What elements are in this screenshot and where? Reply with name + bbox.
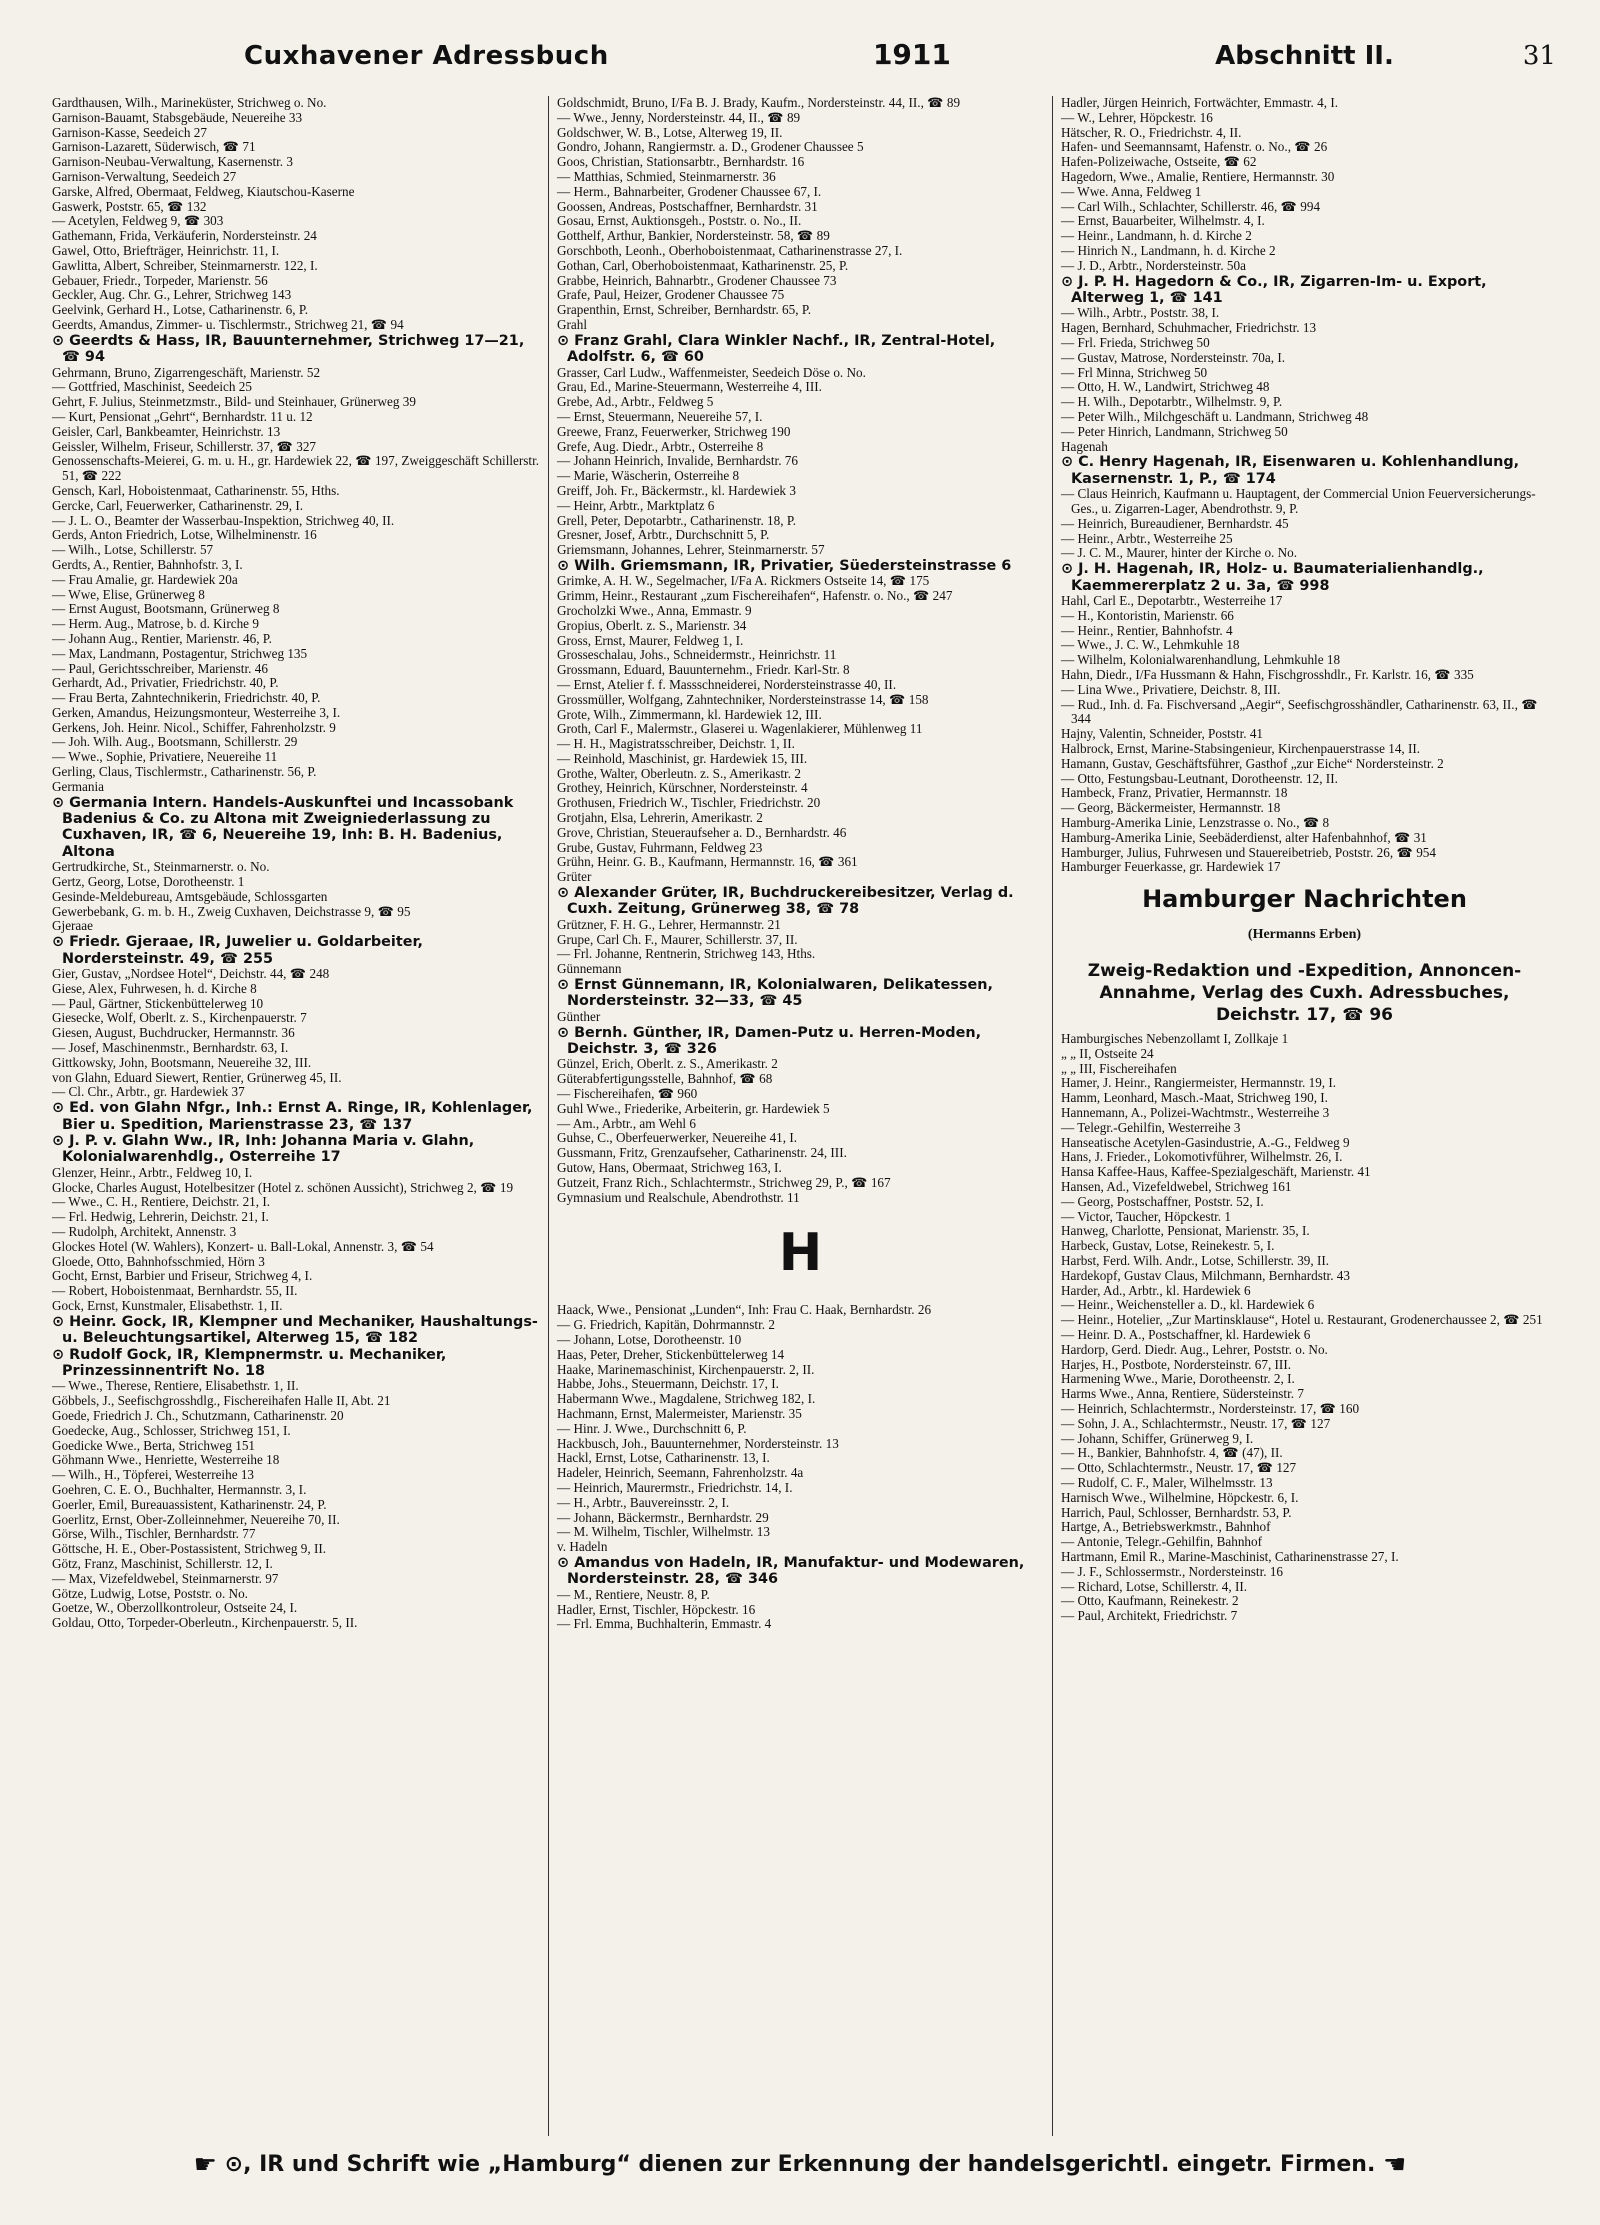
directory-entry: Halbrock, Ernst, Marine-Stabsingenieur, Kirchenpauerstrasse 14, II. [1061,740,1421,756]
directory-entry: — Rudolph, Architekt, Annenstr. 3 [52,1224,237,1240]
directory-entry: Gerds, Anton Friedrich, Lotse, Wilhelminenstr. 16 [52,527,317,543]
directory-entry: Habermann Wwe., Magdalene, Strichweg 182, I. [557,1391,816,1407]
directory-entry: Giese, Alex, Fuhrwesen, h. d. Kirche 8 [52,980,257,996]
directory-entry: — Wwe., Sophie, Privatiere, Neuereihe 11 [52,749,278,765]
registered-firm-entry: ⊙ Alexander Grüter, IR, Buchdruckereibesitzer, Verlag d. Cuxh. Zeitung, Grünerweg 38, ☎ 78 [557,885,1014,918]
directory-entry: Glockes Hotel (W. Wahlers), Konzert- u. Ball-Lokal, Annenstr. 3, ☎ 54 [52,1238,434,1254]
directory-entry: (Hermanns Erben) [1247,927,1362,943]
directory-entry: Goerler, Emil, Bureauassistent, Katharinenstr. 24, P. [52,1496,327,1512]
column-2 [548,96,1052,2136]
directory-entry: — Georg, Postschaffner, Poststr. 52, I. [1061,1193,1264,1209]
directory-entry: — Heinrich, Maurermstr., Friedrichstr. 14, I. [557,1480,793,1496]
directory-entry: Hannemann, A., Polizei-Wachtmstr., Westerreihe 3 [1061,1105,1330,1121]
directory-entry: Grothey, Heinrich, Kürschner, Nordersteinstr. 4 [557,780,808,796]
directory-entry: Zweig-Redaktion und -Expedition, Annoncen-Annahme, Verlag des Cuxh. Adressbuches, Deichstr. 17, ☎ 96 [1087,961,1522,1026]
directory-entry: Giesecke, Wolf, Oberlt. z. S., Kirchenpauerstr. 7 [52,1010,307,1026]
directory-entry: Grossmann, Eduard, Bauunternehm., Friedr. Karl-Str. 8 [557,662,850,678]
directory-entry: — Johann, Schiffer, Grünerweg 9, I. [1061,1430,1254,1446]
directory-entry: — Peter Wilh., Milchgeschäft u. Landmann, Strichweg 48 [1061,408,1369,424]
directory-entry: — Ernst August, Bootsmann, Grünerweg 8 [52,601,280,617]
directory-entry: — Victor, Taucher, Höpckestr. 1 [1061,1208,1231,1224]
book-title: Cuxhavener Adressbuch [244,41,609,71]
directory-entry: — Heinr., Arbtr., Westerreihe 25 [1061,530,1233,546]
directory-entry: Hartmann, Emil R., Marine-Maschinist, Catharinenstrasse 27, I. [1061,1548,1399,1564]
directory-entry: — Wwe. Anna, Feldweg 1 [1061,183,1202,199]
directory-entry: — Johann, Bäckermstr., Bernhardstr. 29 [557,1509,769,1525]
directory-entry: — Antonie, Telegr.-Gehilfin, Bahnhof [1061,1534,1263,1550]
directory-entry: Hamburger Feuerkasse, gr. Hardewiek 17 [1061,859,1281,875]
registered-firm-entry: ⊙ C. Henry Hagenah, IR, Eisenwaren u. Kohlenhandlung, Kasernenstr. 1, P., ☎ 174 [1061,454,1520,487]
directory-entry: — Wilhelm, Kolonialwarenhandlung, Lehmkuhle 18 [1061,652,1341,668]
directory-entry: — Hinr. J. Wwe., Durchschnitt 6, P. [557,1420,747,1436]
directory-entry: Grützner, F. H. G., Lehrer, Hermannstr. 21 [557,916,781,932]
directory-entry: — Heinr., Weichensteller a. D., kl. Hardewiek 6 [1061,1297,1315,1313]
registered-firm-entry: ⊙ Franz Grahl, Clara Winkler Nachf., IR, Zentral-Hotel, Adolfstr. 6, ☎ 60 [557,332,996,366]
directory-entry: Hafen-Polizeiwache, Ostseite, ☎ 62 [1061,154,1257,170]
footer-text: ⊙, IR und Schrift wie „Hamburg“ dienen zur Erkennung der handelsgerichtl. eingetr. Firmen. [224,2152,1376,2177]
directory-entry: Garnison-Verwaltung, Seedeich 27 [52,168,237,184]
directory-entry: — Fischereihafen, ☎ 960 [557,1086,698,1102]
directory-entry: — Otto, Kaufmann, Reinekestr. 2 [1061,1593,1239,1609]
directory-entry: Gehrmann, Bruno, Zigarrengeschäft, Marienstr. 52 [52,364,321,380]
directory-entry: Hahn, Diedr., I/Fa Hussmann & Hahn, Fischgrosshdlr., Fr. Karlstr. 16, ☎ 335 [1061,666,1474,682]
directory-entry: Gutzeit, Franz Rich., Schlachtermstr., Strichweg 29, P., ☎ 167 [557,1174,891,1190]
directory-entry: Germania [52,778,104,794]
directory-entry: Hamm, Leonhard, Masch.-Maat, Strichweg 190, I. [1061,1090,1328,1106]
directory-entry: Hansen, Ad., Vizefeldwebel, Strichweg 161 [1061,1179,1292,1195]
column-3 [1052,96,1556,2136]
directory-entry: Grefe, Aug. Diedr., Arbtr., Osterreihe 8 [557,438,764,454]
directory-entry: Harjes, H., Postbote, Nordersteinstr. 67, III. [1061,1356,1292,1372]
directory-entry: Hagenah [1061,438,1108,454]
directory-entry: Hachmann, Ernst, Malermeister, Marienstr. 35 [557,1406,802,1422]
directory-entry: — Wwe., C. H., Rentiere, Deichstr. 21, I. [52,1194,271,1210]
directory-entry: Guhse, C., Oberfeuerwerker, Neuereihe 41, I. [557,1130,798,1146]
directory-entry: — Heinr., Landmann, h. d. Kirche 2 [1061,228,1252,244]
directory-entry: Gerdts, A., Rentier, Bahnhofstr. 3, I. [52,556,243,572]
directory-entry: — Max, Vizefeldwebel, Steinmarnerstr. 97 [52,1570,279,1586]
directory-entry: — Wwe., Therese, Rentiere, Elisabethstr. 1, II. [52,1378,299,1394]
directory-entry: Grüter [557,869,592,885]
directory-entry: Gardthausen, Wilh., Marineküster, Strichweg o. No. [52,96,327,110]
directory-entry: Gresner, Josef, Arbtr., Durchschnitt 5, P. [557,527,770,543]
directory-entry: Hagen, Bernhard, Schuhmacher, Friedrichstr. 13 [1061,320,1317,336]
directory-entry: Gercke, Carl, Feuerwerker, Catharinenstr. 29, I. [52,497,304,513]
directory-entry: Greewe, Franz, Feuerwerker, Strichweg 190 [557,423,791,439]
directory-entry: Grote, Wilh., Zimmermann, kl. Hardewiek 12, III. [557,706,822,722]
directory-entry: v. Hadeln [557,1539,608,1555]
directory-entry: Hahl, Carl E., Depotarbtr., Westerreihe 17 [1061,592,1283,608]
directory-entry: Gerling, Claus, Tischlermstr., Catharinenstr. 56, P. [52,764,317,780]
directory-entry: — Georg, Bäckermeister, Hermannstr. 18 [1061,800,1281,816]
directory-entry: — Kurt, Pensionat „Gehrt“, Bernhardstr. 11 u. 12 [52,408,313,424]
directory-entry: Goossen, Andreas, Postschaffner, Bernhardstr. 31 [557,198,818,214]
directory-entry: Geisler, Carl, Bankbeamter, Heinrichstr. 13 [52,423,281,439]
directory-entry: Gross, Ernst, Maurer, Feldweg 1, I. [557,632,744,648]
directory-entry: — Johann Heinrich, Invalide, Bernhardstr. 76 [557,453,798,469]
directory-entry: — Richard, Lotse, Schillerstr. 4, II. [1061,1578,1248,1594]
directory-entry: Haake, Marinemaschinist, Kirchenpauerstr. 2, II. [557,1361,815,1377]
registered-firm-entry: ⊙ J. P. H. Hagedorn & Co., IR, Zigarren-Im- u. Export, Alterweg 1, ☎ 141 [1061,273,1487,306]
directory-entry: Hafen- und Seemannsamt, Hafenstr. o. No., ☎ 26 [1061,139,1328,155]
directory-entry: Goetze, W., Oberzollkontroleur, Ostseite 24, I. [52,1600,298,1616]
directory-entry: Haas, Peter, Dreher, Stickenbüttelerweg 14 [557,1346,785,1362]
directory-entry: — J. C. M., Maurer, hinter der Kirche o. No. [1061,545,1298,561]
directory-entry: — Peter Hinrich, Landmann, Strichweg 50 [1061,423,1288,439]
directory-entry: Grosseschalau, Johs., Schneidermstr., Heinrichstr. 11 [557,647,837,663]
directory-entry: — Lina Wwe., Privatiere, Deichstr. 8, III. [1061,681,1281,697]
directory-entry: Geerdts, Amandus, Zimmer- u. Tischlermstr., Strichweg 21, ☎ 94 [52,316,404,332]
directory-entry: Hanweg, Charlotte, Pensionat, Marienstr. 35, I. [1061,1223,1310,1239]
directory-entry: Hambeck, Franz, Privatier, Hermannstr. 18 [1061,785,1288,801]
directory-entry: — J. D., Arbtr., Nordersteinstr. 50a [1061,257,1246,273]
directory-entry: — Joh. Wilh. Aug., Bootsmann, Schillerstr. 29 [52,734,298,750]
directory-entry: Gloede, Otto, Bahnhofsschmied, Hörn 3 [52,1253,265,1269]
directory-entry: — Heinrich, Bureaudiener, Bernhardstr. 45 [1061,515,1289,531]
directory-entry: Günther [557,1008,601,1024]
directory-entry: Hadler, Ernst, Tischler, Höpckestr. 16 [557,1601,756,1617]
registered-firm-entry: ⊙ Heinr. Gock, IR, Klempner und Mechaniker, Haushaltungs- u. Beleuchtungsartikel, Alterweg 15, ☎ 182 [52,1313,538,1347]
directory-entry: „ „ III, Fischereihafen [1061,1060,1177,1076]
directory-entry: Gawlitta, Albert, Schreiber, Steinmarnerstr. 122, I. [52,257,318,273]
directory-entry: — Ernst, Atelier f. f. Massschneiderei, Nordersteinstrasse 40, II. [557,676,897,692]
directory-entry: — Sohn, J. A., Schlachtermstr., Neustr. 17, ☎ 127 [1061,1415,1331,1431]
directory-entry: — J. F., Schlossermstr., Nordersteinstr. 16 [1061,1563,1284,1579]
directory-entry: Gosau, Ernst, Auktionsgeh., Poststr. o. No., II. [557,213,802,229]
directory-entry: Gussmann, Fritz, Grenzaufseher, Catharinenstr. 24, III. [557,1145,847,1161]
directory-entry: Gocht, Ernst, Barbier und Friseur, Strichweg 4, I. [52,1268,313,1284]
directory-entry: Hackbusch, Joh., Bauunternehmer, Nordersteinstr. 13 [557,1435,839,1451]
directory-entry: — Claus Heinrich, Kaufmann u. Hauptagent, der Commercial Union Feuerversicherungs-Ges., u. Zigarren-Lager, Abendrothstr. 9, P. [1061,486,1536,516]
directory-entry: — M. Wilhelm, Tischler, Wilhelmstr. 13 [557,1524,770,1540]
directory-entry: — J. L. O., Beamter der Wasserbau-Inspektion, Strichweg 40, II. [52,512,395,528]
registered-firm-entry: ⊙ Germania Intern. Handels-Auskunftei und Incassobank Badenius & Co. zu Altona mit Zweigniederlassung zu Cuxhaven, IR, ☎ 6, Neuereihe 19, Inh: B. H. Badenius, Altona [52,794,514,860]
directory-entry: „ „ II, Ostseite 24 [1061,1045,1154,1061]
directory-entry: — Wwe., J. C. W., Lehmkuhle 18 [1061,637,1240,653]
directory-entry: — Wilh., Lotse, Schillerstr. 57 [52,542,214,558]
directory-entry: — Ernst, Steuermann, Neuereihe 57, I. [557,408,763,424]
directory-entry: Hardekopf, Gustav Claus, Milchmann, Bernhardstr. 43 [1061,1267,1350,1283]
directory-entry: Grapenthin, Ernst, Schreiber, Bernhardstr. 65, P. [557,302,812,318]
directory-entry: Geckler, Aug. Chr. G., Lehrer, Strichweg 143 [52,287,292,303]
directory-entry: Garnison-Neubau-Verwaltung, Kasernenstr. 3 [52,154,293,170]
directory-entry: — Frl. Hedwig, Lehrerin, Deichstr. 21, I. [52,1209,269,1225]
directory-entry: Harder, Ad., Arbtr., kl. Hardewiek 6 [1061,1282,1251,1298]
registered-firm-entry: ⊙ Amandus von Hadeln, IR, Manufaktur- und Modewaren, Nordersteinstr. 28, ☎ 346 [557,1555,1025,1588]
directory-entry: Gothan, Carl, Oberhoboistenmaat, Katharinenstr. 25, P. [557,257,849,273]
directory-entry: — H. Wilh., Depotarbtr., Wilhelmstr. 9, P. [1061,394,1283,410]
directory-entry: — Heinr, Arbtr., Marktplatz 6 [557,497,715,513]
directory-entry: Garnison-Lazarett, Süderwisch, ☎ 71 [52,139,256,155]
directory-entry: — Frl. Frieda, Strichweg 50 [1061,334,1210,350]
registered-firm-entry: ⊙ J. P. v. Glahn Ww., IR, Inh: Johanna Maria v. Glahn, Kolonialwarenhdlg., Osterreihe 17 [52,1133,475,1166]
directory-entry: Hamer, J. Heinr., Rangiermeister, Hermannstr. 19, I. [1061,1075,1337,1091]
directory-entry: Gebauer, Friedr., Torpeder, Marienstr. 56 [52,272,268,288]
directory-entry: Goerlitz, Ernst, Ober-Zolleinnehmer, Neuereihe 70, II. [52,1511,340,1527]
directory-entry: Gathemann, Frida, Verkäuferin, Nordersteinstr. 24 [52,228,317,244]
directory-entry: Gropius, Oberlt. z. S., Marienstr. 34 [557,617,747,633]
directory-entry: Grühn, Heinr. G. B., Kaufmann, Hermannstr. 16, ☎ 361 [557,854,858,870]
directory-entry: — Johann Aug., Rentier, Marienstr. 46, P. [52,630,272,646]
directory-entry: — Robert, Hoboistenmaat, Bernhardstr. 55, II. [52,1283,298,1299]
directory-entry: Goldschmidt, Bruno, I/Fa B. J. Brady, Kaufm., Nordersteinstr. 44, II., ☎ 89 [557,96,961,110]
directory-entry: — Marie, Wäscherin, Osterreihe 8 [557,468,740,484]
directory-entry: Hadler, Jürgen Heinrich, Fortwächter, Emmastr. 4, I. [1061,96,1339,110]
directory-entry: Göhmann Wwe., Henriette, Westerreihe 18 [52,1452,280,1468]
directory-entry: — H. H., Magistratsschreiber, Deichstr. 1, II. [557,736,795,752]
directory-entry: Hamburg-Amerika Linie, Lenzstrasse o. No., ☎ 8 [1061,814,1330,830]
directory-entry: Geissler, Wilhelm, Friseur, Schillerstr. 37, ☎ 327 [52,438,317,454]
directory-entry: Harmening Wwe., Marie, Dorotheenstr. 2, I. [1061,1371,1295,1387]
directory-entry: Harms Wwe., Anna, Rentiere, Südersteinstr. 7 [1061,1386,1304,1402]
directory-entry: Grell, Peter, Depotarbtr., Catharinenstr. 18, P. [557,512,796,528]
directory-entry: — Otto, Schlachtermstr., Neustr. 17, ☎ 127 [1061,1460,1297,1476]
directory-entry: — Frl. Emma, Buchhalterin, Emmastr. 4 [557,1616,772,1632]
directory-entry: Gertz, Georg, Lotse, Dorotheenstr. 1 [52,874,245,890]
directory-entry: Hardorp, Gerd. Diedr. Aug., Lehrer, Poststr. o. No. [1061,1341,1328,1357]
directory-entry: — H., Kontoristin, Marienstr. 66 [1061,607,1234,623]
directory-entry: Grocholzki Wwe., Anna, Emmastr. 9 [557,602,752,618]
directory-entry: Gittkowsky, John, Bootsmann, Neuereihe 32, III. [52,1054,312,1070]
directory-entry: — Matthias, Schmied, Steinmarnerstr. 36 [557,168,776,184]
directory-entry: Grabbe, Heinrich, Bahnarbtr., Grodener Chaussee 73 [557,272,837,288]
directory-entry: — G. Friedrich, Kapitän, Dohrmannstr. 2 [557,1317,775,1333]
directory-entry: Hartge, A., Betriebswerkmstr., Bahnhof [1061,1519,1271,1535]
directory-entry: Göttsche, H. E., Ober-Postassistent, Strichweg 9, II. [52,1541,327,1557]
directory-entry: Grothusen, Friedrich W., Tischler, Friedrichstr. 20 [557,795,821,811]
directory-entry: — Wilh., Arbtr., Poststr. 38, I. [1061,305,1220,321]
directory-entry: — Wwe., Jenny, Nordersteinstr. 44, II., ☎ 89 [557,109,801,125]
directory-entry: — Reinhold, Maschinist, gr. Hardewiek 15, III. [557,750,808,766]
directory-entry: Gewerbebank, G. m. b. H., Zweig Cuxhaven, Deichstrasse 9, ☎ 95 [52,903,411,919]
directory-entry: — Otto, H. W., Landwirt, Strichweg 48 [1061,379,1270,395]
directory-entry: — Hinrich N., Landmann, h. d. Kirche 2 [1061,242,1276,258]
registered-firm-entry: ⊙ Rudolf Gock, IR, Klempnermstr. u. Mechaniker, Prinzessinnentrift No. 18 [52,1346,447,1380]
directory-entry: Grebe, Ad., Arbtr., Feldweg 5 [557,394,714,410]
page-header [44,38,1556,84]
directory-entry: Gotthelf, Arthur, Bankier, Nordersteinstr. 58, ☎ 89 [557,228,830,244]
directory-entry: Güterabfertigungsstelle, Bahnhof, ☎ 68 [557,1071,773,1087]
directory-entry: Goehren, C. E. O., Buchhalter, Hermannstr. 3, I. [52,1482,307,1498]
directory-entry: Hätscher, R. O., Friedrichstr. 4, II. [1061,124,1242,140]
registered-firm-entry: ⊙ Ernst Günnemann, IR, Kolonialwaren, Delikatessen, Nordersteinstr. 32—33, ☎ 45 [557,977,993,1010]
directory-entry: Gensch, Karl, Hoboistenmaat, Catharinenstr. 55, Hths. [52,482,340,498]
directory-entry: Gerhardt, Ad., Privatier, Friedrichstr. 40, P. [52,675,279,691]
directory-entry: — Carl Wilh., Schlachter, Schillerstr. 46, ☎ 994 [1061,198,1321,214]
directory-entry: Goedecke, Aug., Schlosser, Strichweg 151, I. [52,1422,291,1438]
directory-entry: Giesen, August, Buchdrucker, Hermannstr. 36 [52,1025,295,1041]
directory-entry: Gjeraae [52,918,93,934]
directory-entry: Hagedorn, Wwe., Amalie, Rentiere, Hermannstr. 30 [1061,168,1335,184]
directory-entry: Grossmüller, Wolfgang, Zahntechniker, Nordersteinstrasse 14, ☎ 158 [557,691,929,707]
directory-entry: — Heinr. D. A., Postschaffner, kl. Hardewiek 6 [1061,1327,1311,1343]
directory-entry: — Paul, Gerichtsschreiber, Marienstr. 46 [52,660,268,676]
directory-entry: — Ernst, Bauarbeiter, Wilhelmstr. 4, I. [1061,213,1265,229]
directory-entry: Groth, Carl F., Malermstr., Glaserei u. Wagenlakierer, Mühlenweg 11 [557,721,923,737]
directory-entry: Gesinde-Meldebureau, Amtsgebäude, Schlossgarten [52,888,328,904]
directory-entry: Grau, Ed., Marine-Steuermann, Westerreihe 4, III. [557,379,822,395]
directory-entry: Götz, Franz, Maschinist, Schillerstr. 12, I. [52,1556,273,1572]
directory-entry: Harrich, Paul, Schlosser, Bernhardstr. 53, P. [1061,1504,1292,1520]
directory-entry: Goedicke Wwe., Berta, Strichweg 151 [52,1437,256,1453]
directory-entry: Goede, Friedrich J. Ch., Schutzmann, Catharinenstr. 20 [52,1408,344,1424]
directory-entry: — Wilh., H., Töpferei, Westerreihe 13 [52,1467,255,1483]
directory-entry: Harnisch Wwe., Wilhelmine, Höpckestr. 6, I. [1061,1489,1299,1505]
directory-entry: — Josef, Maschinenmstr., Bernhardstr. 63, I. [52,1040,289,1056]
directory-entry: Günzel, Erich, Oberlt. z. S., Amerikastr. 2 [557,1056,778,1072]
directory-entry: Gondro, Johann, Rangiermstr. a. D., Grodener Chaussee 5 [557,139,864,155]
directory-entry: Haack, Wwe., Pensionat „Lunden“, Inh: Frau C. Haak, Bernhardstr. 26 [557,1302,932,1318]
directory-entry: — W., Lehrer, Höpckestr. 16 [1061,109,1213,125]
directory-entry: Götze, Ludwig, Lotse, Poststr. o. No. [52,1585,248,1601]
directory-entry: Grothe, Walter, Oberleutn. z. S., Amerikastr. 2 [557,765,801,781]
registered-firm-entry: ⊙ J. H. Hagenah, IR, Holz- u. Baumaterialienhandlg., Kaemmererplatz 2 u. 3a, ☎ 998 [1061,561,1484,594]
directory-entry: Gerkens, Joh. Heinr. Nicol., Schiffer, Fahrenholzstr. 9 [52,719,336,735]
directory-entry: Goldau, Otto, Torpeder-Oberleutn., Kirchenpauerstr. 5, II. [52,1615,358,1631]
section-letter: H [778,1223,823,1284]
directory-entry: Goos, Christian, Stationsarbtr., Bernhardstr. 16 [557,154,805,170]
directory-entry: — Rud., Inh. d. Fa. Fischversand „Aegir“, Seefischgrosshändler, Catharinenstr. 63, II., ☎ 344 [1061,696,1538,727]
directory-entry: — Frl Minna, Strichweg 50 [1061,364,1208,380]
directory-entry: Gier, Gustav, „Nordsee Hotel“, Deichstr. 44, ☎ 248 [52,966,330,982]
directory-entry: Grube, Gustav, Fuhrmann, Feldweg 23 [557,839,763,855]
page-number: 31 [1522,41,1556,71]
pointing-hand-left-icon: ☚ [1383,2150,1407,2180]
directory-entry: — Acetylen, Feldweg 9, ☎ 303 [52,213,224,229]
directory-entry: Hackl, Ernst, Lotse, Catharinenstr. 13, I. [557,1450,770,1466]
directory-entry: — Cl. Chr., Arbtr., gr. Hardewiek 37 [52,1084,245,1100]
directory-entry: Grasser, Carl Ludw., Waffenmeister, Seedeich Döse o. No. [557,364,866,380]
directory-entry: Grimm, Heinr., Restaurant „zum Fischereihafen“, Hafenstr. o. No., ☎ 247 [557,588,953,604]
registered-firm-entry: ⊙ Bernh. Günther, IR, Damen-Putz u. Herren-Moden, Deichstr. 3, ☎ 326 [557,1024,982,1058]
directory-entry: Gock, Ernst, Kunstmaler, Elisabethstr. 1, II. [52,1298,283,1314]
directory-entry: Grimke, A. H. W., Segelmacher, I/Fa A. Rickmers Ostseite 14, ☎ 175 [557,573,930,589]
directory-entry: — Gustav, Matrose, Nordersteinstr. 70a, I. [1061,349,1286,365]
directory-entry: — Paul, Architekt, Friedrichstr. 7 [1061,1608,1238,1624]
section-label: Abschnitt II. [1215,41,1394,71]
directory-entry: — Wwe, Elise, Grünerweg 8 [52,586,205,602]
directory-entry: Greiff, Joh. Fr., Bäckermstr., kl. Hardewiek 3 [557,482,796,498]
directory-entry: Griemsmann, Johannes, Lehrer, Steinmarnerstr. 57 [557,542,825,558]
directory-entry: — Herm. Aug., Matrose, b. d. Kirche 9 [52,616,259,632]
registered-firm-entry: ⊙ Geerdts & Hass, IR, Bauunternehmer, Strichweg 17—21, ☎ 94 [52,332,525,366]
directory-entry: Harbeck, Gustav, Lotse, Reinekestr. 5, I. [1061,1238,1275,1254]
directory-entry: — Otto, Festungsbau-Leutnant, Dorotheenstr. 12, II. [1061,770,1338,786]
directory-entry: Hamburg-Amerika Linie, Seebäderdienst, alter Hafenbahnhof, ☎ 31 [1061,829,1427,845]
directory-entry: Garske, Alfred, Obermaat, Feldweg, Kiautschou-Kaserne [52,183,355,199]
directory-entry: Gaswerk, Poststr. 65, ☎ 132 [52,198,207,214]
directory-entry: Guhl Wwe., Friederike, Arbeiterin, gr. Hardewiek 5 [557,1100,830,1116]
directory-entry: — Am., Arbtr., am Wehl 6 [557,1115,696,1131]
directory-entry: Habbe, Johs., Steuermann, Deichstr. 17, I. [557,1376,779,1392]
directory-entry: — Frl. Johanne, Rentnerin, Strichweg 143, Hths. [557,946,816,962]
directory-entry: Goldschwer, W. B., Lotse, Alterweg 19, II. [557,124,783,140]
directory-entry: Hajny, Valentin, Schneider, Poststr. 41 [1061,726,1264,742]
directory-entry: — Heinrich, Schlachtermstr., Nordersteinstr. 17, ☎ 160 [1061,1401,1360,1417]
directory-entry: Grupe, Carl Ch. F., Maurer, Schillerstr. 37, II. [557,931,798,947]
directory-entry: Hamburger Nachrichten [1142,885,1467,914]
directory-entry: Gerken, Amandus, Heizungsmonteur, Westerreihe 3, I. [52,704,341,720]
directory-entry: Hans, J. Frieder., Lokomotivführer, Wilhelmstr. 26, I. [1061,1149,1343,1165]
directory-entry: — Gottfried, Maschinist, Seedeich 25 [52,379,252,395]
directory-entry: Gertrudkirche, St., Steinmarnerstr. o. No. [52,859,270,875]
directory-entry: Hamburger, Julius, Fuhrwesen und Stauereibetrieb, Poststr. 26, ☎ 954 [1061,844,1436,860]
directory-entry: Harbst, Ferd. Wilh. Andr., Lotse, Schillerstr. 39, II. [1061,1253,1330,1269]
directory-entry: Göbbels, J., Seefischgrosshdlg., Fischereihafen Halle II, Abt. 21 [52,1393,391,1409]
directory-entry: Garnison-Kasse, Seedeich 27 [52,124,207,140]
directory-entry: Gawel, Otto, Briefträger, Heinrichstr. 11, I. [52,242,280,258]
year: 1911 [872,38,951,71]
directory-entry: — Heinr., Hotelier, „Zur Martinsklause“, Hotel u. Restaurant, Grodenerchaussee 2, ☎ 251 [1061,1312,1543,1328]
directory-entry: Grotjahn, Elsa, Lehrerin, Amerikastr. 2 [557,810,763,826]
directory-entry: — Max, Landmann, Postagentur, Strichweg 135 [52,645,308,661]
directory-entry: — Frau Amalie, gr. Hardewiek 20a [52,571,238,587]
directory-entry: Geelvink, Gerhard H., Lotse, Catharinenstr. 6, P. [52,302,309,318]
directory-entry: — Herm., Bahnarbeiter, Grodener Chaussee 67, I. [557,183,822,199]
directory-entry: — Frau Berta, Zahntechnikerin, Friedrichstr. 40, P. [52,690,321,706]
directory-entry: Genossenschafts-Meierei, G. m. u. H., gr. Hardewiek 22, ☎ 197, Zweiggeschäft Schillerstr. 51, ☎ 222 [52,453,540,484]
directory-entry: — H., Bankier, Bahnhofstr. 4, ☎ (47), II. [1061,1445,1283,1461]
directory-entry: Hanseatische Acetylen-Gasindustrie, A.-G., Feldweg 9 [1061,1134,1350,1150]
columns [44,96,1556,2136]
directory-entry: Grahl [557,316,588,332]
column-1 [44,96,548,2136]
directory-entry: Görse, Wilh., Tischler, Bernhardstr. 77 [52,1526,256,1542]
directory-entry: Hadeler, Heinrich, Seemann, Fahrenholzstr. 4a [557,1465,804,1481]
directory-entry: — Paul, Gärtner, Stickenbüttelerweg 10 [52,995,264,1011]
directory-entry: Gymnasium und Realschule, Abendrothstr. 11 [557,1189,800,1205]
directory-entry: — H., Arbtr., Bauvereinsstr. 2, I. [557,1494,730,1510]
directory-entry: Glocke, Charles August, Hotelbesitzer (Hotel z. schönen Aussicht), Strichweg 2, ☎ 19 [52,1179,514,1195]
directory-entry: — Johann, Lotse, Dorotheenstr. 10 [557,1332,742,1348]
registered-firm-entry: ⊙ Friedr. Gjeraae, IR, Juwelier u. Goldarbeiter, Nordersteinstr. 49, ☎ 255 [52,934,423,967]
directory-entry: Hamann, Gustav, Geschäftsführer, Gasthof „zur Eiche“ Nordersteinstr. 2 [1061,755,1444,771]
footer-note [44,2150,1556,2180]
directory-entry: Gutow, Hans, Obermaat, Strichweg 163, I. [557,1160,782,1176]
directory-entry: — Rudolf, C. F., Maler, Wilhelmsstr. 13 [1061,1475,1273,1490]
directory-entry: Glenzer, Heinr., Arbtr., Feldweg 10, I. [52,1164,253,1180]
pointing-hand-icon: ☛ [193,2150,217,2180]
registered-firm-entry: ⊙ Ed. von Glahn Nfgr., Inh.: Ernst A. Ringe, IR, Kohlenlager, Bier u. Spedition, Marienstrasse 23, ☎ 137 [52,1100,533,1133]
directory-entry: Hamburgisches Nebenzollamt I, Zollkaje 1 [1061,1031,1289,1047]
directory-entry: Gorschboth, Leonh., Oberhoboistenmaat, Catharinenstrasse 27, I. [557,242,903,258]
directory-entry: Günnemann [557,961,622,977]
directory-entry: Garnison-Bauamt, Stabsgebäude, Neuereihe 33 [52,109,303,125]
directory-entry: — M., Rentiere, Neustr. 8, P. [557,1586,710,1602]
directory-entry: Grove, Christian, Steueraufseher a. D., Bernhardstr. 46 [557,824,847,840]
directory-entry: von Glahn, Eduard Siewert, Rentier, Grünerweg 45, II. [52,1069,342,1085]
directory-entry: Grafe, Paul, Heizer, Grodener Chaussee 75 [557,287,785,303]
directory-entry: — Telegr.-Gehilfin, Westerreihe 3 [1061,1119,1241,1135]
directory-entry: — Heinr., Rentier, Bahnhofstr. 4 [1061,622,1233,638]
directory-entry: Hansa Kaffee-Haus, Kaffee-Spezialgeschäft, Marienstr. 41 [1061,1164,1371,1180]
registered-firm-entry: ⊙ Wilh. Griemsmann, IR, Privatier, Süedersteinstrasse 6 [557,557,1012,574]
directory-entry: Gehrt, F. Julius, Steinmetzmstr., Bild- und Steinhauer, Grünerweg 39 [52,394,416,410]
